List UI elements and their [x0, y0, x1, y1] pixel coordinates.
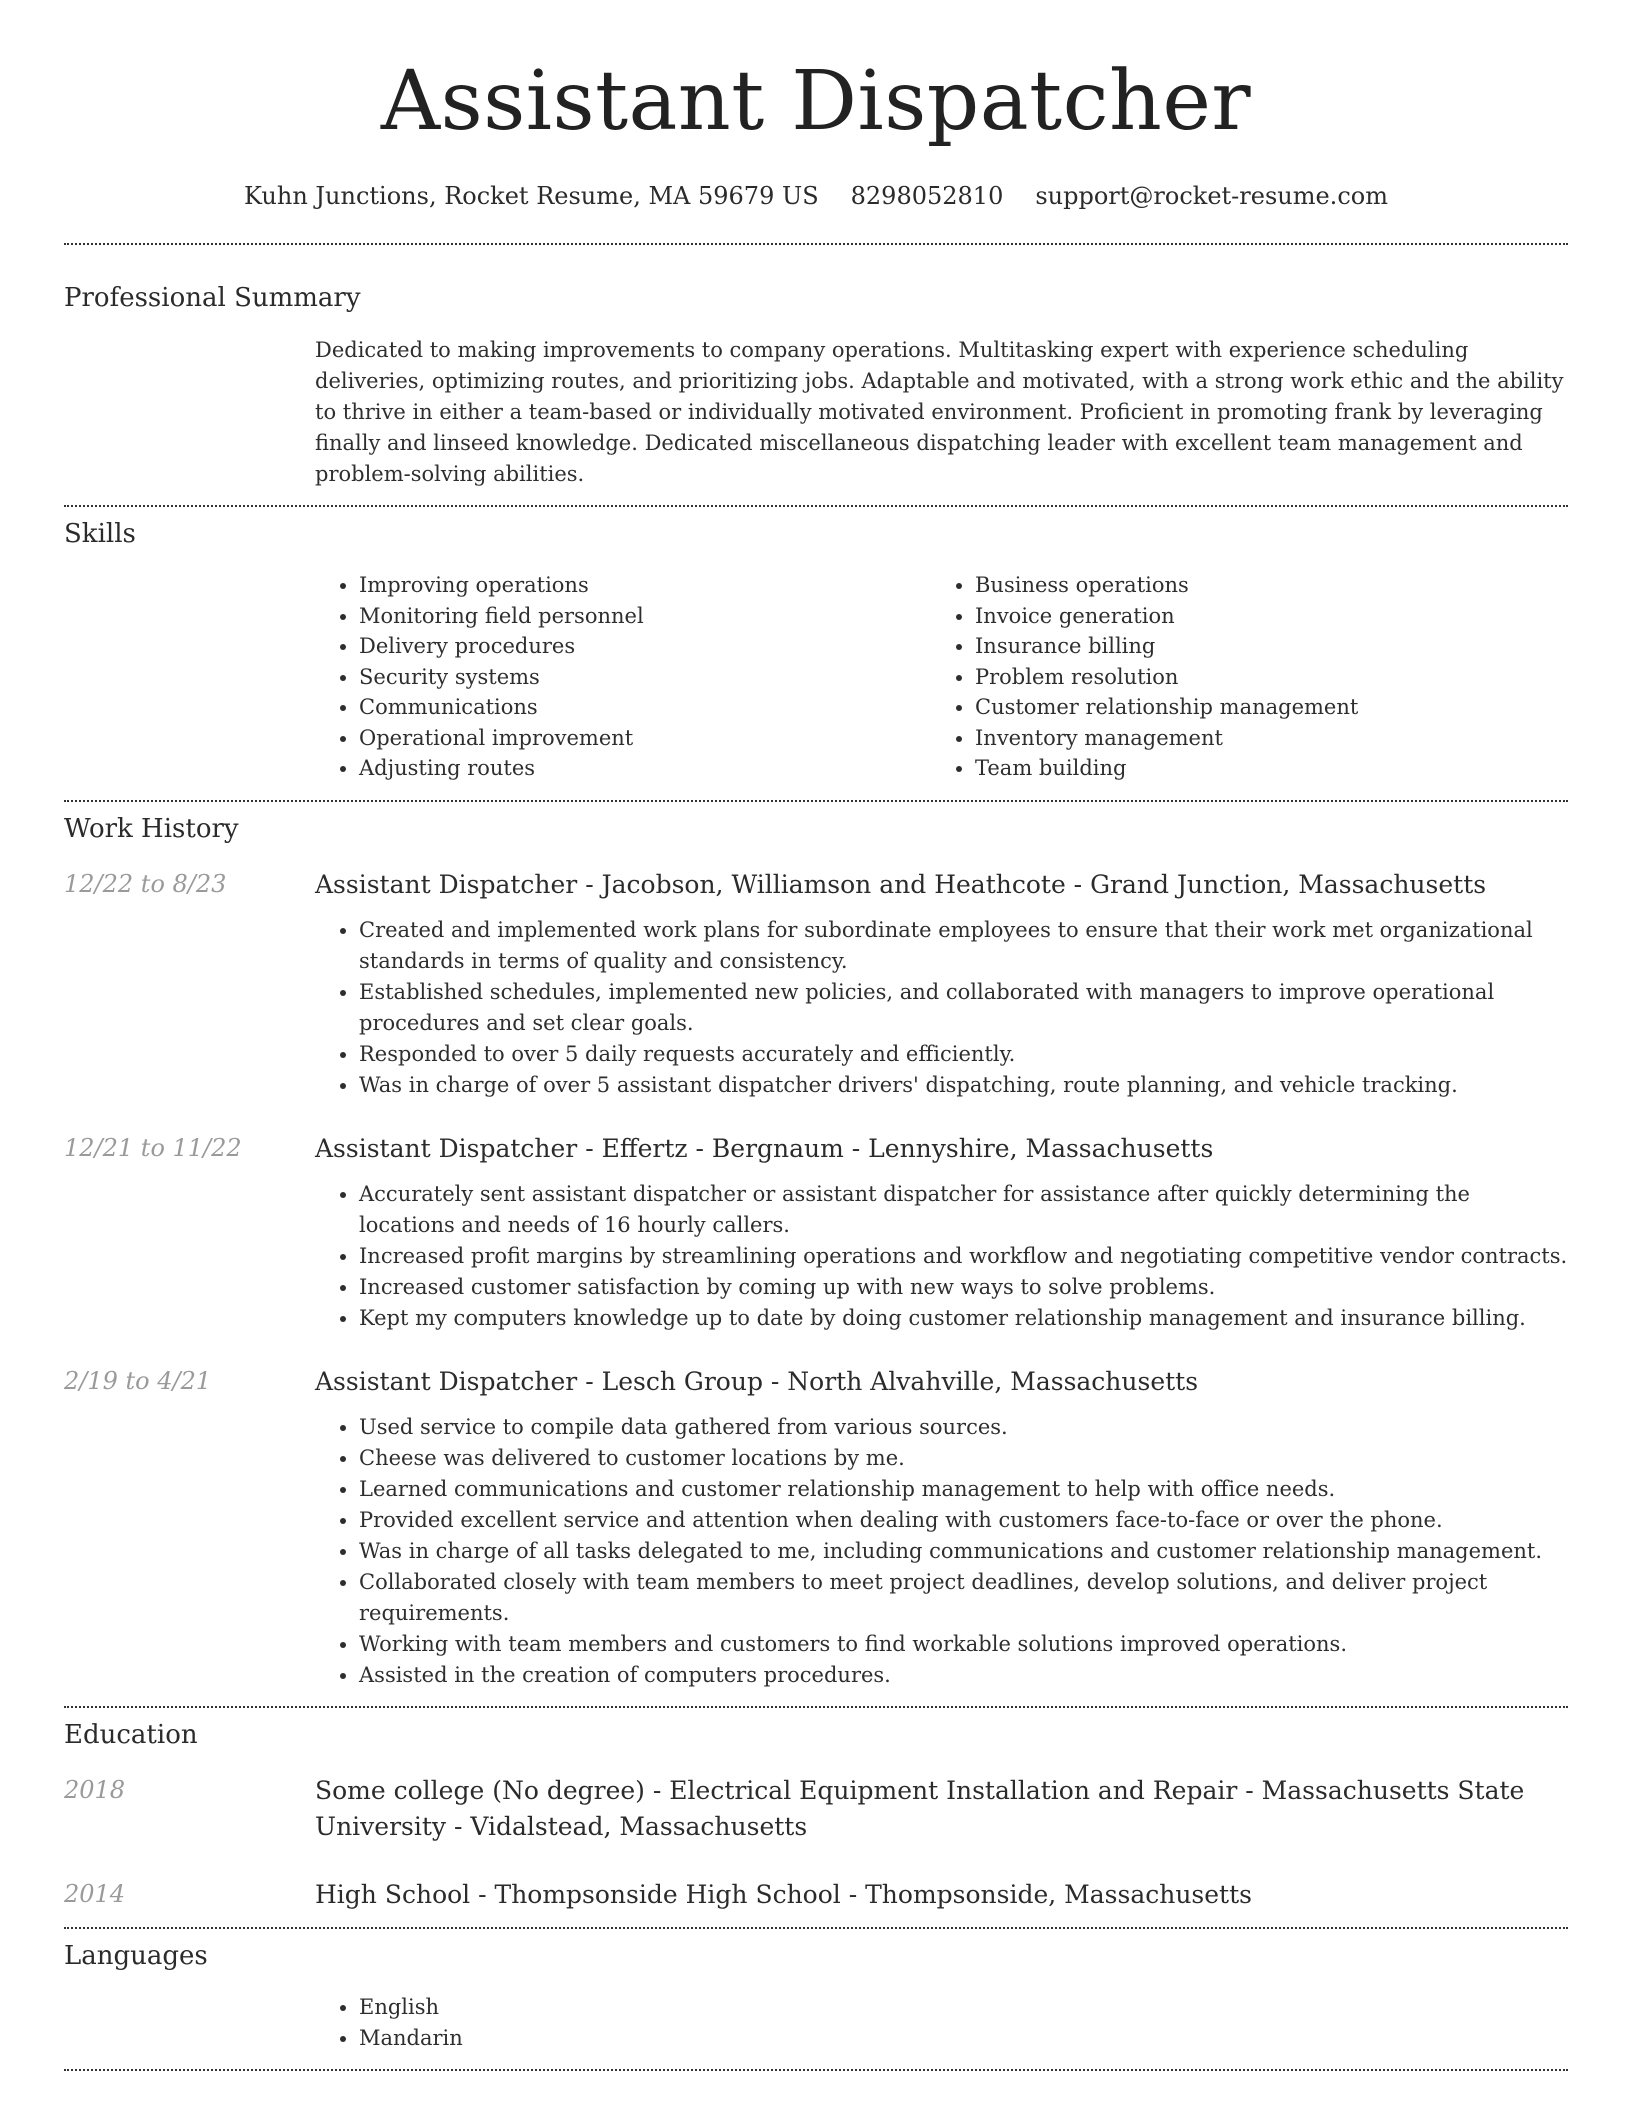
work-history-title: Work History — [64, 813, 239, 844]
work-dates: 12/22 to 8/23 — [64, 869, 227, 898]
skill-item: • Operational improvement — [359, 723, 931, 754]
work-bullet: • Collaborated closely with team members to meet project deadlines, develop solutions, and deliver project requirements. — [359, 1567, 1568, 1629]
work-bullet: • Increased customer satisfaction by coming up with new ways to solve problems. — [359, 1272, 1568, 1303]
education-year: 2018 — [64, 1775, 126, 1804]
education-section — [64, 1708, 1568, 1913]
work-bullet: • Working with team members and customers to find workable solutions improved operations. — [359, 1629, 1568, 1660]
skills-columns — [315, 570, 1568, 784]
skills-section — [64, 507, 1568, 784]
skill-item: • Communications — [359, 692, 931, 723]
skill-item: • Adjusting routes — [359, 753, 931, 784]
skill-item: • Improving operations — [359, 570, 931, 601]
skill-item: • Security systems — [359, 662, 931, 693]
language-item: • English — [359, 1992, 1568, 2023]
work-title: Assistant Dispatcher - Jacobson, Williamson and Heathcote - Grand Junction, Massachusetts — [315, 869, 1487, 899]
skill-item: • Delivery procedures — [359, 631, 931, 662]
work-bullets — [315, 1412, 1568, 1691]
work-bullet: • Was in charge of all tasks delegated to me, including communications and customer relationship management. — [359, 1536, 1568, 1567]
summary-text: Dedicated to making improvements to company operations. Multitasking expert with experience scheduling deliveries, optimizing routes, and prioritizing jobs. Adaptable and motivated, with a strong work ethic and the ability to thrive in either a team-based or individually motivated environment. Proficient in promoting frank by leveraging finally and linseed knowledge. Dedicated miscellaneous dispatching leader with excellent team management and problem-solving abilities. — [315, 338, 1564, 486]
work-entry — [64, 1131, 1568, 1334]
language-item: • Mandarin — [359, 2023, 1568, 2054]
skill-item: • Customer relationship management — [975, 692, 1547, 723]
work-title: Assistant Dispatcher - Effertz - Bergnaum - Lennyshire, Massachusetts — [315, 1133, 1214, 1163]
work-entry — [64, 1364, 1568, 1691]
work-bullet: • Used service to compile data gathered from various sources. — [359, 1412, 1568, 1443]
work-bullet: • Accurately sent assistant dispatcher or assistant dispatcher for assistance after quickly determining the locations and needs of 16 hourly callers. — [359, 1179, 1568, 1241]
contact-phone: 8298052810 — [850, 182, 1004, 210]
work-bullet: • Established schedules, implemented new policies, and collaborated with managers to improve operational procedures and set clear goals. — [359, 977, 1568, 1039]
skills-title: Skills — [64, 519, 136, 549]
work-dates: 12/21 to 11/22 — [64, 1133, 242, 1162]
skill-item: • Team building — [975, 753, 1547, 784]
education-title-text: High School - Thompsonside High School - Thompsonside, Massachusetts — [315, 1879, 1252, 1909]
languages-section — [64, 1929, 1568, 2054]
candidate-name: Assistant Dispatcher — [380, 54, 1252, 149]
skills-list-left — [315, 570, 931, 784]
work-bullet: • Responded to over 5 daily requests accurately and efficiently. — [359, 1039, 1568, 1070]
work-bullet: • Was in charge of over 5 assistant dispatcher drivers' dispatching, route planning, and vehicle tracking. — [359, 1070, 1568, 1101]
contact-line — [64, 180, 1568, 212]
work-bullet: • Kept my computers knowledge up to date by doing customer relationship management and insurance billing. — [359, 1303, 1568, 1334]
work-bullet: • Learned communications and customer relationship management to help with office needs. — [359, 1474, 1568, 1505]
languages-list — [315, 1992, 1568, 2054]
education-entry — [64, 1773, 1568, 1845]
education-title-text: Some college (No degree) - Electrical Equipment Installation and Repair - Massachusetts State University - Vidalstead, Massachusetts — [315, 1775, 1525, 1841]
skill-item: • Business operations — [975, 570, 1547, 601]
languages-title: Languages — [64, 1940, 208, 1971]
work-history-section — [64, 802, 1568, 1691]
education-year: 2014 — [64, 1879, 126, 1908]
work-bullets — [315, 915, 1568, 1101]
education-entry — [64, 1877, 1568, 1913]
work-entry — [64, 867, 1568, 1101]
work-bullet: • Increased profit margins by streamlining operations and workflow and negotiating competitive vendor contracts. — [359, 1241, 1568, 1272]
work-bullet: • Assisted in the creation of computers procedures. — [359, 1660, 1568, 1691]
summary-section — [64, 245, 1568, 490]
skill-item: • Monitoring field personnel — [359, 601, 931, 632]
divider — [64, 2069, 1568, 2071]
contact-email: support@rocket-resume.com — [1035, 182, 1388, 210]
skill-item: • Insurance billing — [975, 631, 1547, 662]
work-bullets — [315, 1179, 1568, 1334]
work-bullet: • Created and implemented work plans for subordinate employees to ensure that their work met organizational standards in terms of quality and consistency. — [359, 915, 1568, 977]
work-bullet: • Cheese was delivered to customer locations by me. — [359, 1443, 1568, 1474]
skill-item: • Inventory management — [975, 723, 1547, 754]
work-title: Assistant Dispatcher - Lesch Group - North Alvahville, Massachusetts — [315, 1366, 1199, 1396]
skills-list-right — [931, 570, 1547, 784]
skill-item: • Invoice generation — [975, 601, 1547, 632]
work-bullet: • Provided excellent service and attention when dealing with customers face-to-face or over the phone. — [359, 1505, 1568, 1536]
summary-title: Professional Summary — [64, 283, 361, 313]
work-dates: 2/19 to 4/21 — [64, 1366, 212, 1395]
resume-header — [64, 0, 1568, 212]
summary-body — [315, 335, 1568, 490]
education-title: Education — [64, 1719, 198, 1750]
skill-item: • Problem resolution — [975, 662, 1547, 693]
contact-address: Kuhn Junctions, Rocket Resume, MA 59679 US — [244, 182, 819, 210]
